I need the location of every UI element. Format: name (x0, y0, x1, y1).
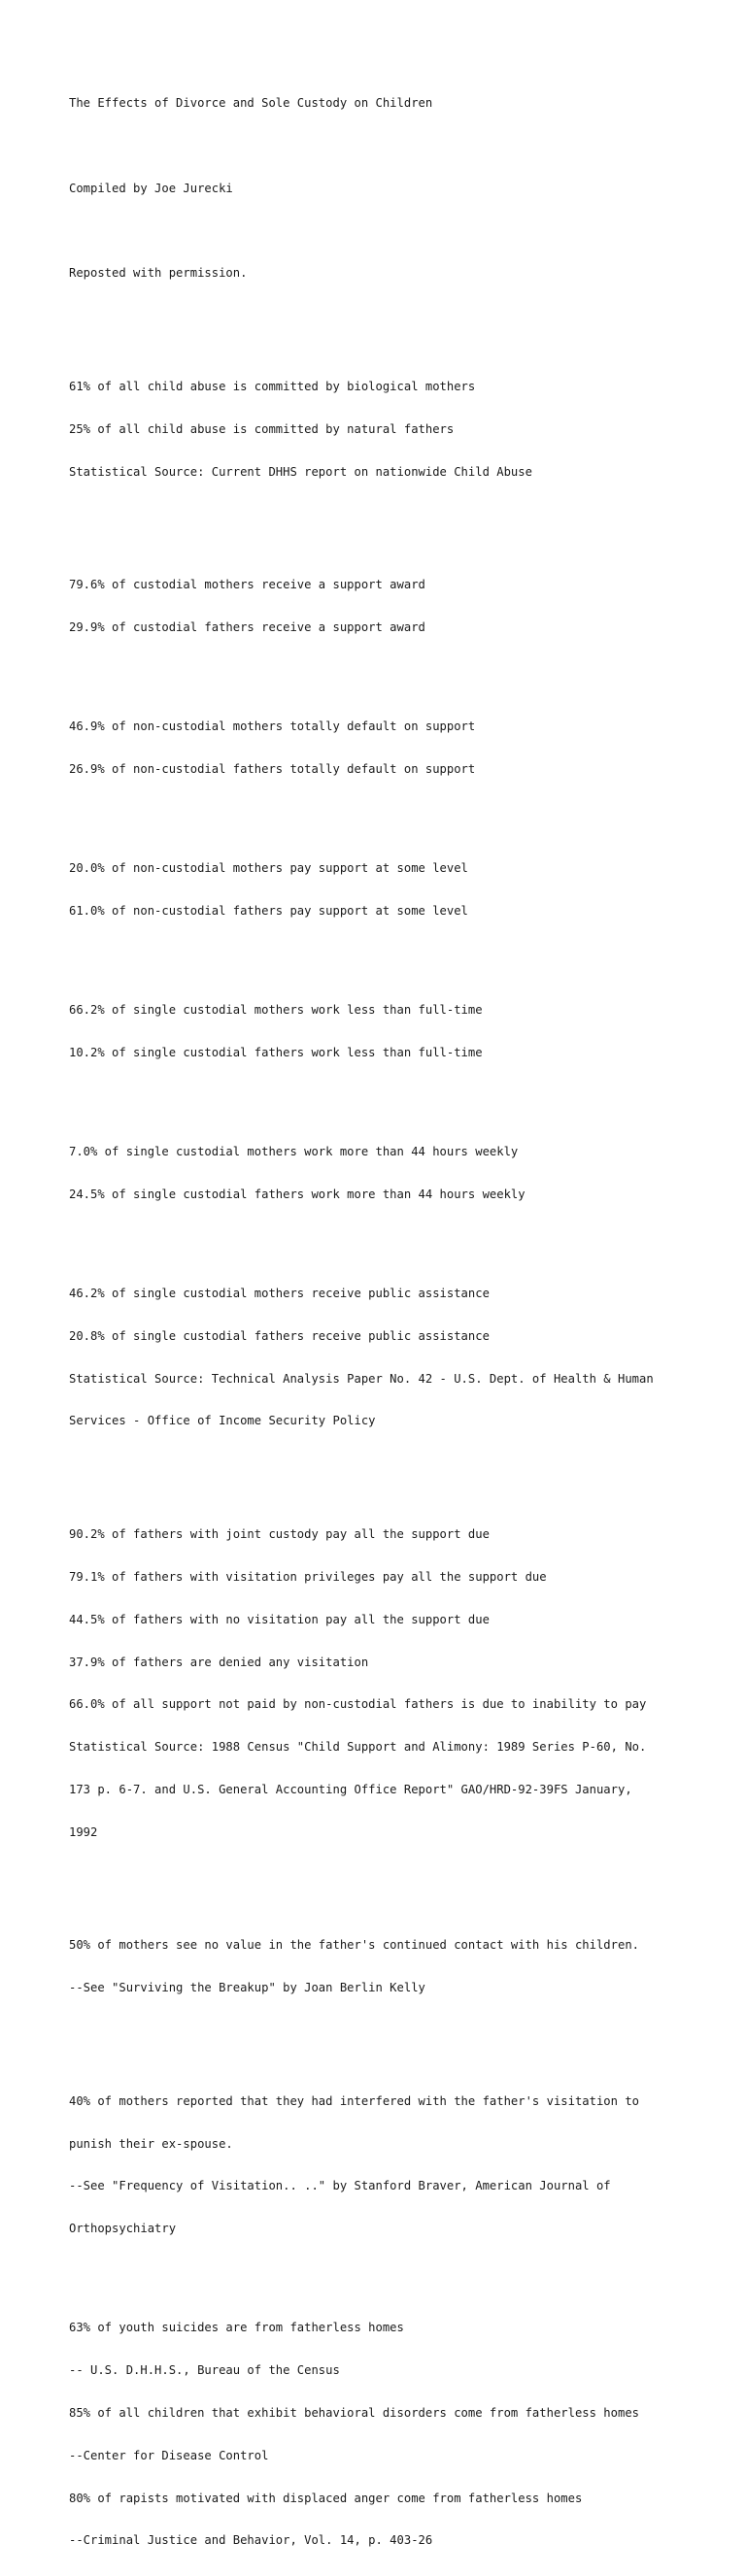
stat-line: 10.2% of single custodial fathers work less than full-time (69, 1045, 483, 1059)
stat-line: 40% of mothers reported that they had interfered with the father's visitation to (69, 2093, 639, 2108)
source-line: 1992 (69, 1824, 98, 1839)
stat-line: 50% of mothers see no value in the father's continued contact with his children. (69, 1938, 639, 1953)
compiled-by: Compiled by Joe Jurecki (69, 181, 233, 195)
stat-line: 46.9% of non-custodial mothers totally default on support (69, 719, 476, 734)
stat-line: 25% of all child abuse is committed by natural fathers (69, 421, 455, 436)
stat-line: 24.5% of single custodial fathers work more than 44 hours weekly (69, 1187, 526, 1201)
stat-line: 79.6% of custodial mothers receive a support award (69, 578, 425, 592)
source-line: --See "Surviving the Breakup" by Joan Berlin Kelly (69, 1981, 425, 1995)
source-line: Orthopsychiatry (69, 2222, 177, 2236)
stat-line: 20.8% of single custodial fathers receive public assistance (69, 1328, 490, 1343)
stat-line: punish their ex-spouse. (69, 2136, 233, 2151)
stat-line: 80% of rapists motivated with displaced anger come from fatherless homes (69, 2491, 583, 2505)
stat-line: 61.0% of non-custodial fathers pay support at some level (69, 904, 468, 919)
stat-line: 66.0% of all support not paid by non-custodial fathers is due to inability to pay (69, 1697, 647, 1712)
source-line: -- U.S. D.H.H.S., Bureau of the Census (69, 2363, 340, 2378)
stat-line: 7.0% of single custodial mothers work more than 44 hours weekly (69, 1145, 519, 1159)
source-line: 173 p. 6-7. and U.S. General Accounting Office Report" GAO/HRD-92-39FS January, (69, 1782, 632, 1796)
source-line: Statistical Source: Technical Analysis Paper No. 42 - U.S. Dept. of Health & Human (69, 1371, 654, 1386)
stat-line: 44.5% of fathers with no visitation pay all the support due (69, 1612, 490, 1626)
stat-line: 79.1% of fathers with visitation privileges pay all the support due (69, 1569, 547, 1584)
source-line: Statistical Source: 1988 Census "Child Support and Alimony: 1989 Series P-60, No. (69, 1740, 647, 1755)
stat-line: 66.2% of single custodial mothers work less than full-time (69, 1003, 483, 1018)
document-text (69, 68, 710, 2576)
stat-line: 26.9% of non-custodial fathers totally default on support (69, 762, 476, 777)
stat-line: 63% of youth suicides are from fatherless homes (69, 2321, 404, 2335)
source-line: --See "Frequency of Visitation.. .." by Stanford Braver, American Journal of (69, 2179, 611, 2193)
stat-line: 20.0% of non-custodial mothers pay support at some level (69, 861, 468, 876)
source-line: Services - Office of Income Security Policy (69, 1414, 376, 1428)
document-title: The Effects of Divorce and Sole Custody on Children (69, 96, 433, 111)
stat-line: 46.2% of single custodial mothers receive public assistance (69, 1287, 490, 1301)
stat-line: 29.9% of custodial fathers receive a support award (69, 620, 425, 635)
stat-line: 90.2% of fathers with joint custody pay all the support due (69, 1527, 490, 1542)
source-line: --Criminal Justice and Behavior, Vol. 14, p. 403-26 (69, 2533, 433, 2548)
reposted-note: Reposted with permission. (69, 266, 248, 281)
source-line: Statistical Source: Current DHHS report on nationwide Child Abuse (69, 464, 532, 479)
stat-line: 61% of all child abuse is committed by biological mothers (69, 380, 476, 394)
stat-line: 37.9% of fathers are denied any visitation (69, 1655, 369, 1669)
stat-line: 85% of all children that exhibit behavioral disorders come from fatherless homes (69, 2405, 639, 2420)
source-line: --Center for Disease Control (69, 2448, 269, 2462)
